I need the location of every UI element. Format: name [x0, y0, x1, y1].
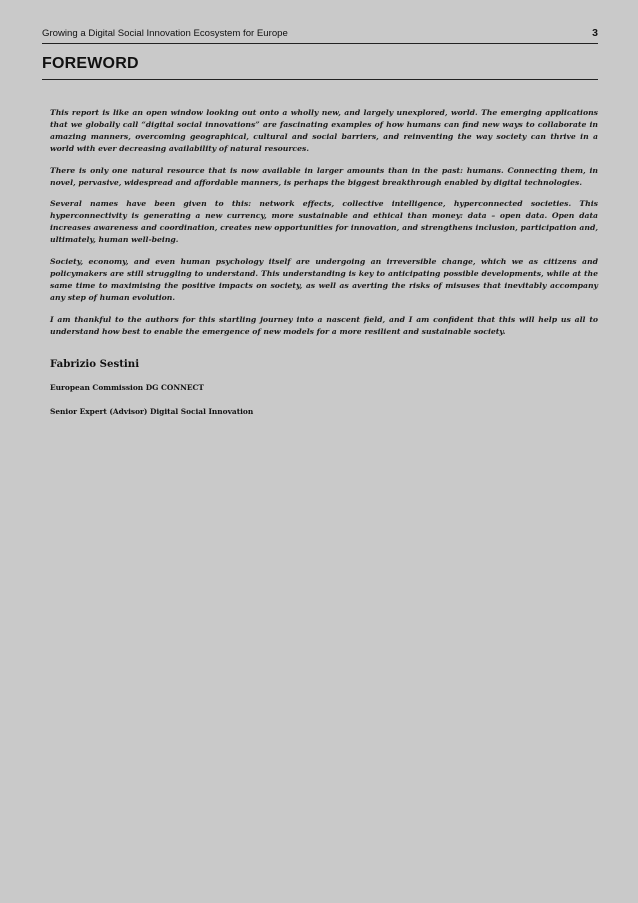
signature-block — [50, 358, 598, 431]
paragraph: Society, economy, and even human psychology itself are undergoing an irreversible change, which we as citizens and policymakers are still struggling to understand. This understanding is key to anticipating possible developments, while at the same time to maximising the positive impacts on society, as well as averting the risks of misuses that inevitably accompany any step of human evolution. — [50, 257, 598, 302]
header-divider — [42, 43, 598, 44]
signatory-role: Senior Expert (Advisor) Digital Social Innovation — [50, 407, 254, 416]
paragraph: There is only one natural resource that is now available in larger amounts than in the past: humans. Connecting them, in novel, pervasive, widespread and affordable manners, is perhaps the biggest breakthrough enabled by digital technologies. — [50, 165, 598, 187]
paragraph: I am thankful to the authors for this startling journey into a nascent field, and I am confident that this will help us all to understand how best to enable the emergence of new models for a more resilient and sustainable society. — [50, 314, 598, 336]
section-title: FOREWORD — [42, 55, 139, 72]
signatory-name: Fabrizio Sestini — [50, 358, 140, 370]
paragraph: This report is like an open window looking out onto a wholly new, and largely unexplored, world. The emerging applications that we globally call “digital social innovations” are fascinating examples of how humans can find new ways to collaborate in amazing manners, overcoming geographical, cultural and social barriers, and reinventing the way society can thrive in a world with ever decreasing availability of natural resources. — [50, 108, 598, 153]
running-title: Growing a Digital Social Innovation Ecosystem for Europe — [42, 28, 288, 39]
signatory-organisation: European Commission DG CONNECT — [50, 383, 204, 392]
running-header — [42, 26, 598, 42]
foreword-body — [50, 107, 598, 348]
page-number: 3 — [592, 27, 598, 39]
paragraph: Several names have been given to this: network effects, collective intelligence, hyperconnected societies. This hyperconnectivity is generating a new currency, more sustainable and ethical than money: data – open data. Open data increases awareness and coordination, creates new opportunities for innovation, and strengthens inclusion, participation and, ultimately, human well-being. — [50, 199, 598, 245]
title-divider — [42, 79, 598, 80]
